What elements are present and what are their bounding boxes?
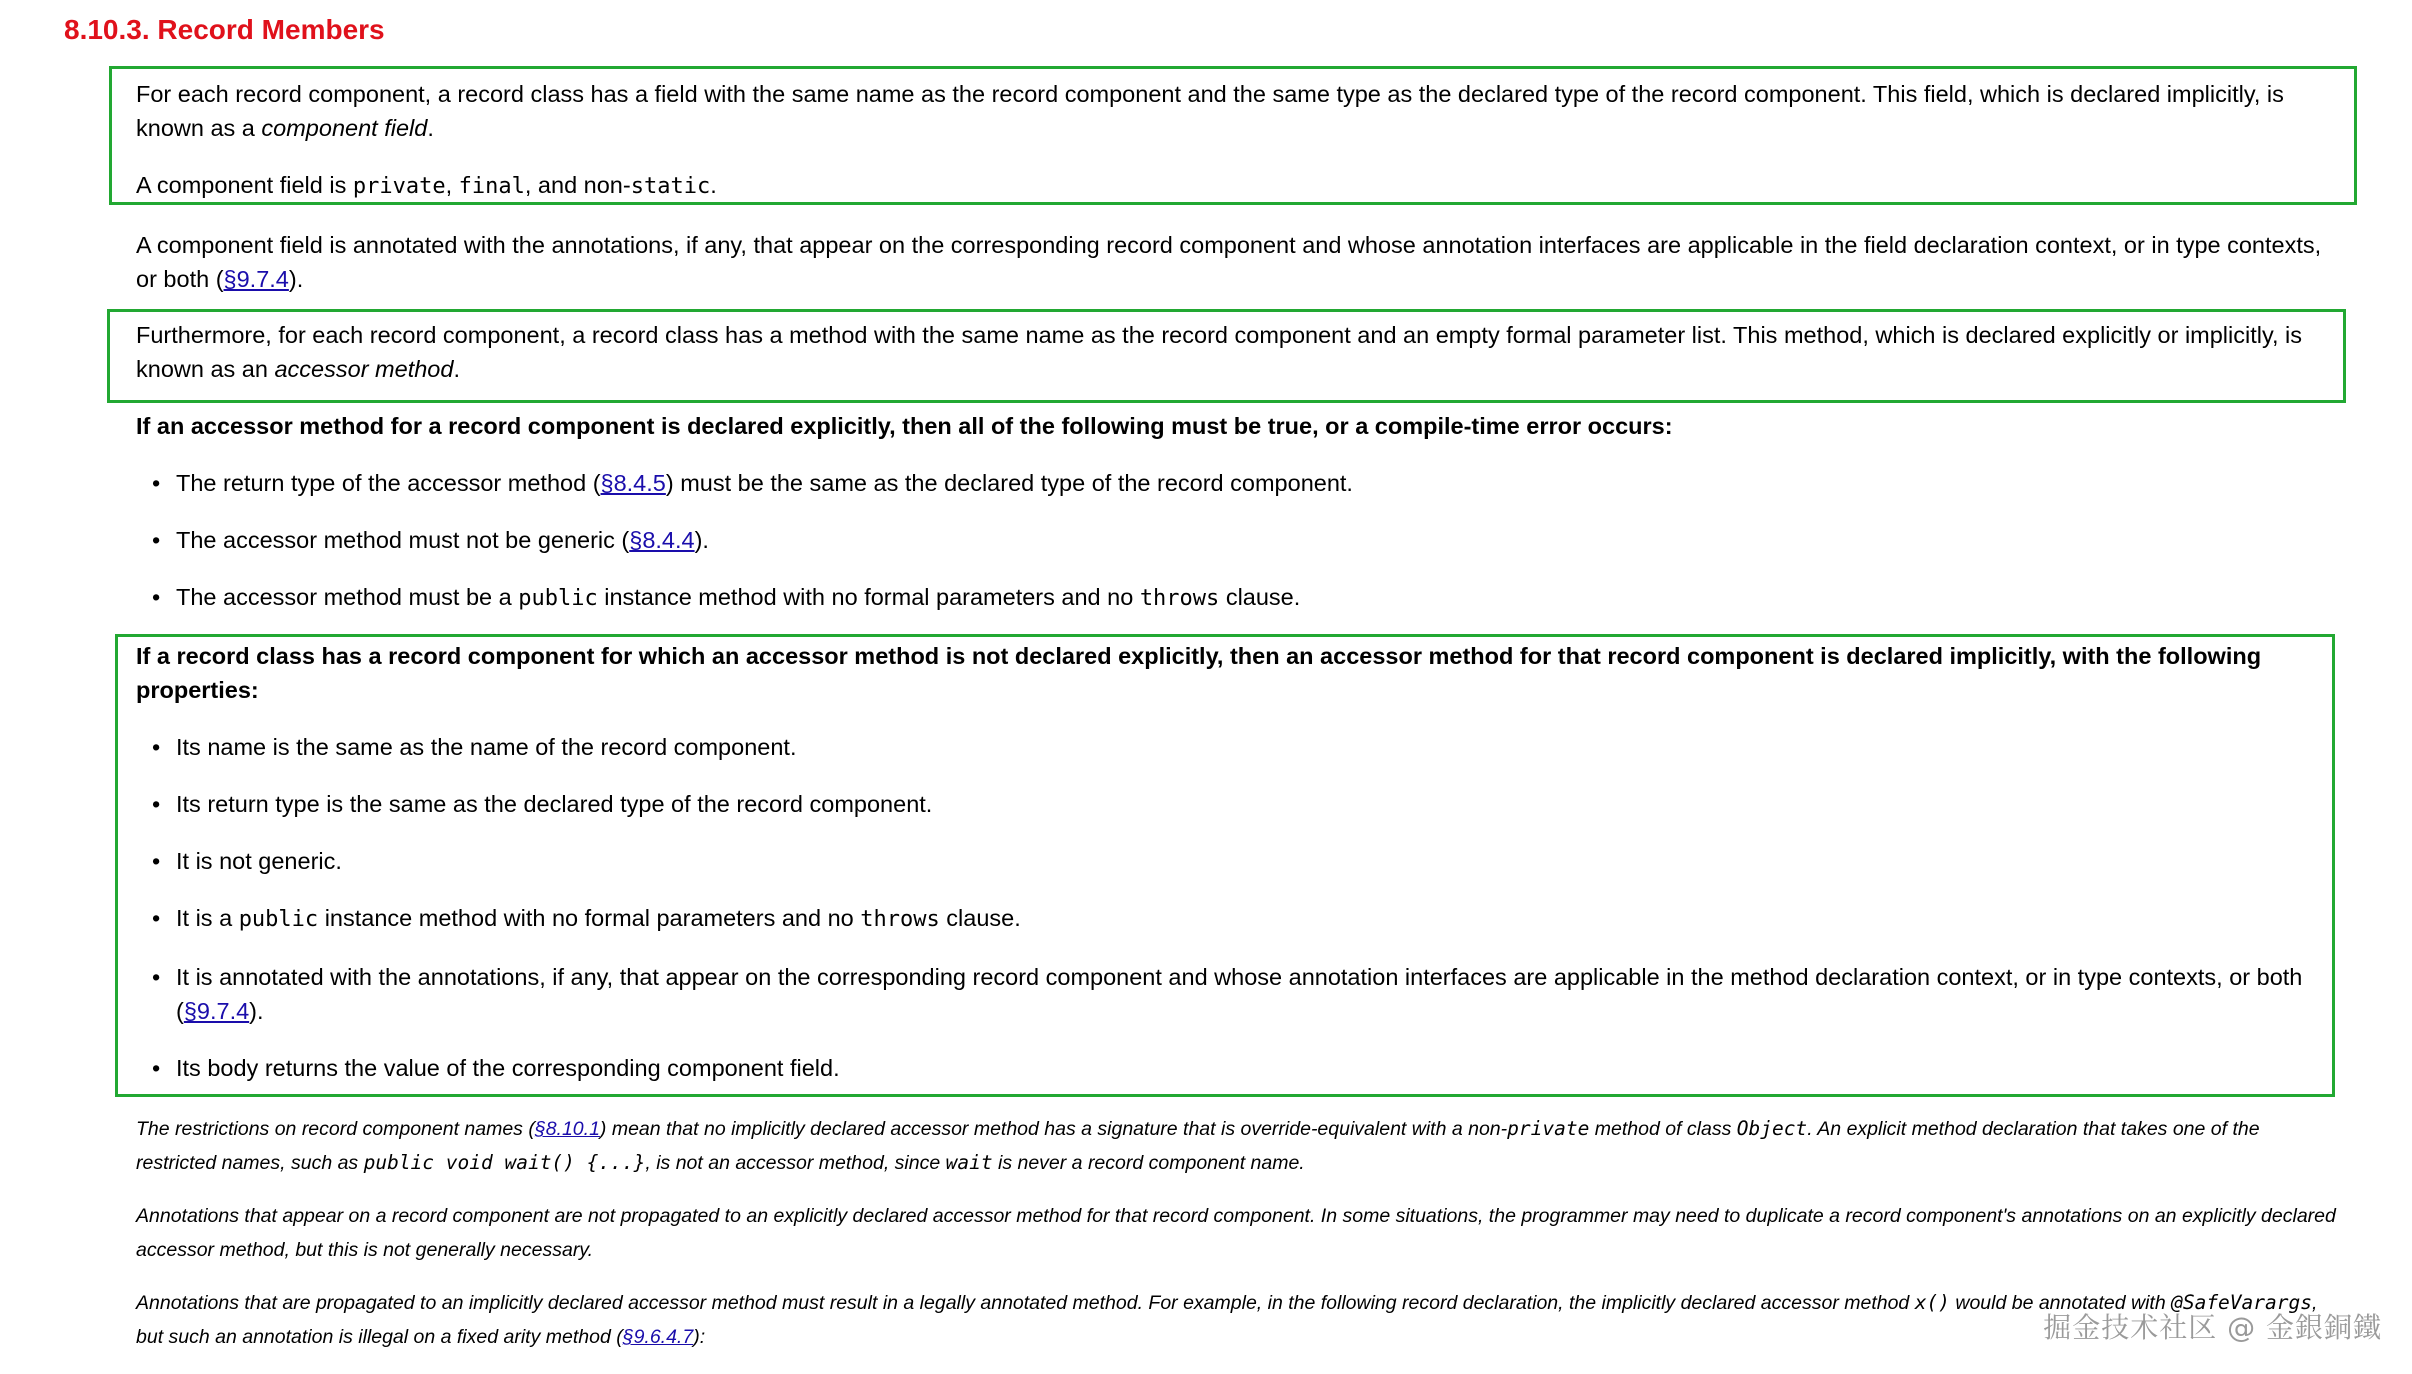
- component-field-modifiers: A component field is private, final, and non-static.: [136, 172, 717, 199]
- list-item: • Its body returns the value of the corresponding component field.: [152, 1055, 840, 1081]
- link-8-10-1[interactable]: §8.10.1: [534, 1118, 600, 1140]
- link-9-7-4[interactable]: §9.7.4: [223, 266, 289, 292]
- note-annotation-propagation: Annotations that appear on a record component are not propagated to an explicitly declared accessor method for that record component. In some situations, the programmer may need to duplicate a record component's annotations on an explicitly declared accessor method, but this is not generally necessary.: [136, 1205, 2336, 1261]
- implicit-properties-list: [136, 730, 2336, 1085]
- list-item: • The accessor method must be a public instance method with no formal parameters and no throws clause.: [152, 584, 1301, 611]
- list-item: • It is not generic.: [152, 848, 342, 874]
- accessor-method-definition: Furthermore, for each record component, a record class has a method with the same name as the record component and an empty formal parameter list. This method, which is declared explicitly or implicitly, is known as an accessor method.: [136, 322, 2303, 382]
- link-8-4-4[interactable]: §8.4.4: [629, 527, 695, 553]
- link-8-4-5[interactable]: §8.4.5: [600, 470, 666, 496]
- component-field-definition: [136, 77, 2336, 145]
- note-restricted-names: The restrictions on record component names (§8.10.1) mean that no implicitly declared accessor method has a signature that is override-equivalent with a non-private method of class Object. An explicit method declaration that takes one of the restricted names, such as public void wait() {...}, is not an accessor method, since wait is never a record component name.: [136, 1117, 2260, 1174]
- list-item: • The accessor method must not be generic (§8.4.4).: [152, 527, 709, 553]
- list-item: • It is annotated with the annotations, if any, that appear on the corresponding record component and whose annotation interfaces are applicable in the method declaration context, or in type contexts, or both (§9.7.4).: [152, 964, 2303, 1024]
- explicit-rules-list: [136, 466, 2336, 616]
- component-field-annotation-paragraph: A component field is annotated with the annotations, if any, that appear on the corresponding record component and whose annotation interfaces are applicable in the field declaration context, or in type contexts, or both (§9.7.4).: [136, 232, 2322, 292]
- link-9-6-4-7[interactable]: §9.6.4.7: [622, 1326, 694, 1348]
- note-implicit-annotations: Annotations that are propagated to an implicitly declared accessor method must result in a legally annotated method. For example, in the following record declaration, the implicitly declared accessor method x() would be annotated with @SafeVarargs, but such an annotation is illegal on a fixed arity method (§9.6.4.7):: [136, 1291, 2318, 1348]
- list-item: • It is a public instance method with no formal parameters and no throws clause.: [152, 905, 1021, 932]
- section-heading: 8.10.3. Record Members: [64, 14, 385, 45]
- link-9-7-4[interactable]: §9.7.4: [183, 998, 250, 1024]
- watermark: 掘金技术社区 @ 金銀銅鐵: [2043, 1311, 2382, 1344]
- explicit-accessor-rules: [136, 409, 2336, 616]
- implicit-properties-heading: If a record class has a record component for which an accessor method is not declared explicitly, then an accessor method for that record component is declared implicitly, with the following properties:: [136, 643, 2262, 703]
- explicit-rules-heading: If an accessor method for a record component is declared explicitly, then all of the following must be true, or a compile-time error occurs:: [136, 413, 1673, 439]
- implicit-accessor-properties: [136, 639, 2336, 1085]
- component-field-paragraph: For each record component, a record class has a field with the same name as the record component and the same type as the declared type of the record component. This field, which is declared implicitly, is known as a component field.: [136, 81, 2284, 141]
- list-item: • Its name is the same as the name of the record component.: [152, 734, 797, 760]
- list-item: • The return type of the accessor method (§8.4.5) must be the same as the declared type of the record component.: [152, 470, 1353, 496]
- list-item: • Its return type is the same as the declared type of the record component.: [152, 791, 933, 817]
